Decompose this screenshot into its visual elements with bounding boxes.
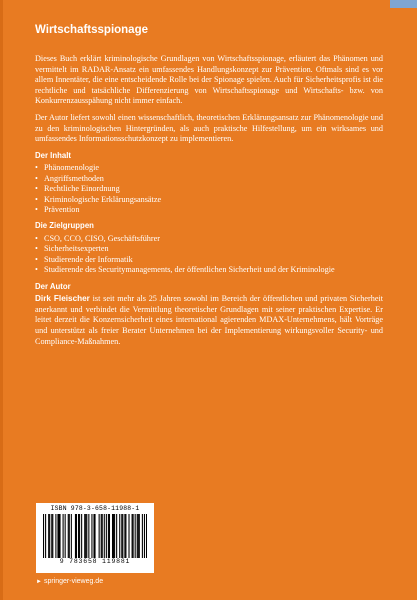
list-item: • Angriffsmethoden <box>35 174 383 184</box>
zielgruppen-heading: Die Zielgruppen <box>35 221 94 231</box>
list-item: • Rechtliche Einordnung <box>35 184 383 194</box>
barcode-bar <box>43 514 44 558</box>
barcode-bar <box>59 514 60 558</box>
arrow-icon: ► <box>36 579 42 585</box>
author-name: Dirk Fleischer <box>35 294 90 304</box>
list-item: • Phänomenologie <box>35 163 383 173</box>
list-item: • Sicherheitsexperten <box>35 244 383 254</box>
spine-edge <box>0 0 3 600</box>
barcode-bar <box>122 514 123 558</box>
barcode-bar <box>51 514 52 558</box>
barcode-bar <box>81 514 82 558</box>
barcode-bar <box>142 514 143 558</box>
barcode-bar <box>116 514 117 558</box>
barcode-bar <box>121 514 122 558</box>
barcode-bar <box>109 514 110 558</box>
barcode-bar <box>49 514 50 558</box>
barcode-bar <box>76 514 77 558</box>
author-bio-text: ist seit mehr als 25 Jahren sowohl im Bereich der öffentlichen und privaten Sicherheit anerkannt und verbindet die Vermittlung theoretischer Grundlagen mit seiner praktischen Expertise. Er leitet derzeit die Konzernsicherheit eines international agierenden MDAX-Unternehmens, hält Vorträge und unterstützt als freier Berater Unternehmen bei der Implementierung wirkungsvoller Security- und Compliance-Maßnahmen. <box>35 294 384 346</box>
list-item: • CSO, CCO, CISO, Geschäftsführer <box>35 234 383 244</box>
barcode-bar <box>79 514 80 558</box>
intro-paragraph-1: Dieses Buch erklärt kriminologische Grundlagen von Wirtschaftsspionage, erläutert das Phänomen und vermittelt im RADAR-Ansatz ein umfassendes Handlungskonzept zur Prävention. Oftmals sind es vor allem Innentäter, die eine entscheidende Rolle bei der Spionage spielen. Auch für Sicherheitsprofis ist die rechtliche und tatsächliche Differenzierung von Wirtschaftsspionage und Wirtschafts- bzw. von Konkurrenzausspähung nicht immer einfach. <box>35 54 383 106</box>
isbn-label: ISBN 978-3-658-11988-1 <box>50 505 140 512</box>
barcode-bar <box>102 514 103 558</box>
website-link[interactable]: springer-vieweg.de <box>43 578 104 585</box>
barcode-bar <box>78 514 79 558</box>
barcode-bar <box>48 514 49 558</box>
barcode-bar <box>86 514 87 558</box>
barcode-bar <box>138 514 139 558</box>
barcode-bar <box>63 514 64 558</box>
barcode-bar <box>99 514 100 558</box>
book-title: Wirtschaftsspionage <box>35 24 149 36</box>
barcode-bar <box>108 514 109 558</box>
zielgruppen-list <box>35 234 383 276</box>
barcode-bar <box>88 514 89 558</box>
barcode-bar <box>57 514 58 558</box>
barcode-bar <box>139 514 140 558</box>
barcode-bar <box>137 514 138 558</box>
barcode-bar <box>104 514 105 558</box>
barcode-bar <box>58 514 59 558</box>
barcode-bar <box>91 514 92 558</box>
barcode-bar <box>106 514 107 558</box>
barcode-bar <box>55 514 56 558</box>
barcode-bar <box>144 514 145 558</box>
barcode-bar <box>128 514 129 558</box>
barcode-bar <box>45 514 46 558</box>
barcode-bar <box>69 514 70 558</box>
inhalt-list <box>35 163 383 215</box>
barcode-bar <box>112 514 113 558</box>
barcode-bar <box>124 514 125 558</box>
barcode-bar <box>132 514 133 558</box>
barcode-bar <box>68 514 69 558</box>
isbn-barcode <box>36 503 154 573</box>
barcode-number: 9 783658 119881 <box>59 558 131 565</box>
barcode-bar <box>119 514 120 558</box>
author-bio <box>35 294 383 347</box>
barcode-bar <box>113 514 114 558</box>
list-item: • Prävention <box>35 205 383 215</box>
barcode-bar <box>133 514 134 558</box>
barcode-bar <box>93 514 94 558</box>
blurb-content <box>35 54 383 353</box>
barcode-bars <box>43 514 147 558</box>
publisher-website[interactable] <box>36 578 103 585</box>
barcode-bar <box>125 514 126 558</box>
list-item: • Studierende des Securitymanagements, der öffentlichen Sicherheit und der Kriminologie <box>35 265 383 275</box>
list-item: • Studierende der Informatik <box>35 255 383 265</box>
autor-heading: Der Autor <box>35 281 71 291</box>
barcode-bar <box>85 514 86 558</box>
barcode-bar <box>75 514 76 558</box>
barcode-bar <box>135 514 136 558</box>
list-item: • Kriminologische Erklärungsansätze <box>35 195 383 205</box>
accent-tab <box>390 0 417 8</box>
intro-paragraph-2: Der Autor liefert sowohl einen wissenschaftlich, theoretischen Erklärungsansatz zur Phänomenologie und zu den kriminologischen Hintergründen, als auch praktische Hilfestellung, um ein wirksames und umfassendes Informationsschutzkonzept zu implementieren. <box>35 112 383 144</box>
barcode-bar <box>94 514 95 558</box>
barcode-bar <box>114 514 115 558</box>
barcode-bar <box>71 514 72 558</box>
barcode-bar <box>84 514 85 558</box>
barcode-bar <box>65 514 66 558</box>
barcode-bar <box>146 514 147 558</box>
barcode-bar <box>101 514 102 558</box>
inhalt-heading: Der Inhalt <box>35 150 71 160</box>
barcode-bar <box>52 514 53 558</box>
